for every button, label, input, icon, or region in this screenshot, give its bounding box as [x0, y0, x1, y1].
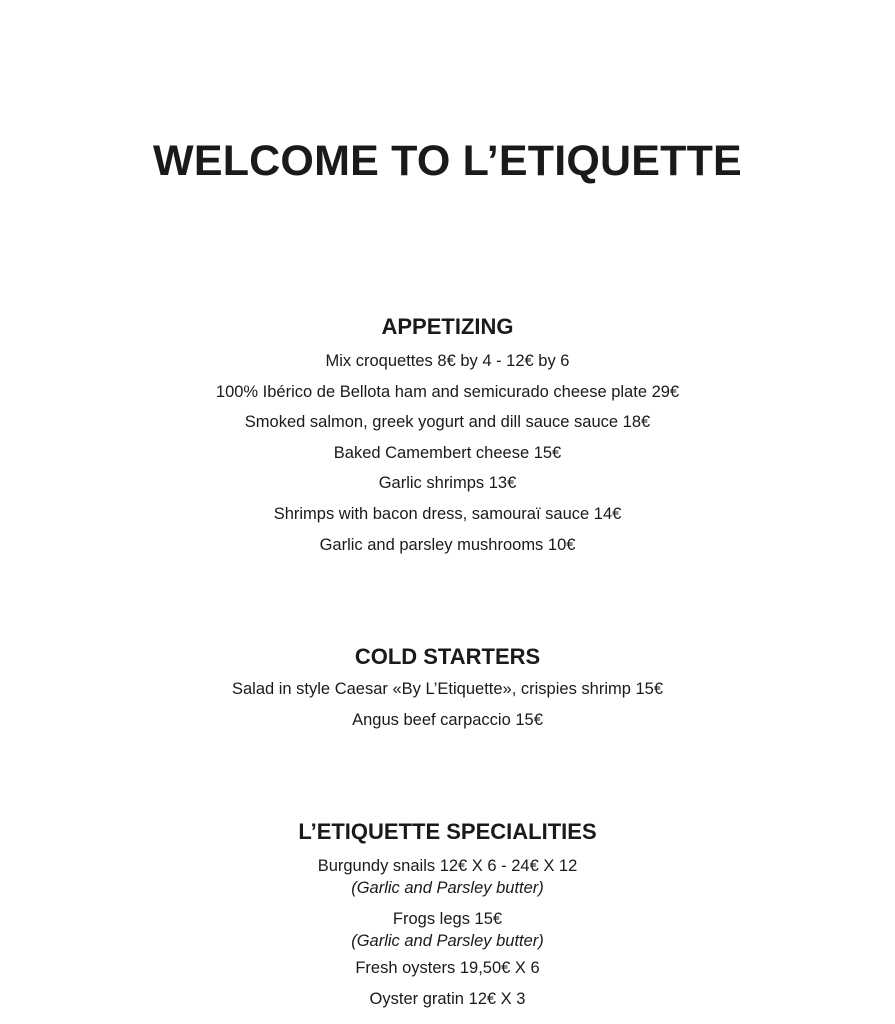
menu-item: Smoked salmon, greek yogurt and dill sauce sauce 18€ — [244, 413, 651, 432]
menu-item: Oyster gratin 12€ X 3 — [369, 989, 526, 1008]
section-title: COLD STARTERS — [354, 644, 541, 669]
section-title: L’ETIQUETTE SPECIALITIES — [298, 819, 597, 844]
menu-item-note: (Garlic and Parsley butter) — [351, 879, 544, 897]
menu-item: Mix croquettes 8€ by 4 - 12€ by 6 — [325, 352, 570, 370]
menu-item-text: Frogs legs 15€ — [392, 910, 503, 928]
menu-item: Salad in style Caesar «By L’Etiquette», crispies shrimp 15€ — [231, 680, 664, 698]
menu-item-list — [0, 847, 895, 1014]
menu-item: Fresh oysters 19,50€ X 6 — [355, 959, 540, 977]
menu-item: Angus beef carpaccio 15€ — [352, 710, 543, 729]
menu-item: Baked Camembert cheese 15€ — [333, 443, 562, 462]
menu-item-list — [0, 674, 895, 735]
section-specialities — [0, 818, 895, 1014]
page-title: WELCOME TO L’ETIQUETTE — [153, 137, 742, 185]
menu-item: Garlic shrimps 13€ — [378, 474, 517, 493]
menu-item-list — [0, 346, 895, 560]
menu-item: Garlic and parsley mushrooms 10€ — [319, 535, 576, 554]
menu-item — [0, 847, 895, 900]
section-cold-starters — [0, 643, 895, 735]
section-appetizing — [0, 313, 895, 560]
menu-item: Shrimps with bacon dress, samouraï sauce 14€ — [273, 504, 622, 523]
menu-item: 100% Ibérico de Bellota ham and semicurado cheese plate 29€ — [215, 382, 680, 401]
section-title: APPETIZING — [381, 314, 514, 339]
menu-item-text: Burgundy snails 12€ X 6 - 24€ X 12 — [317, 857, 578, 875]
menu-item-note: (Garlic and Parsley butter) — [351, 932, 544, 950]
menu-item — [0, 900, 895, 953]
